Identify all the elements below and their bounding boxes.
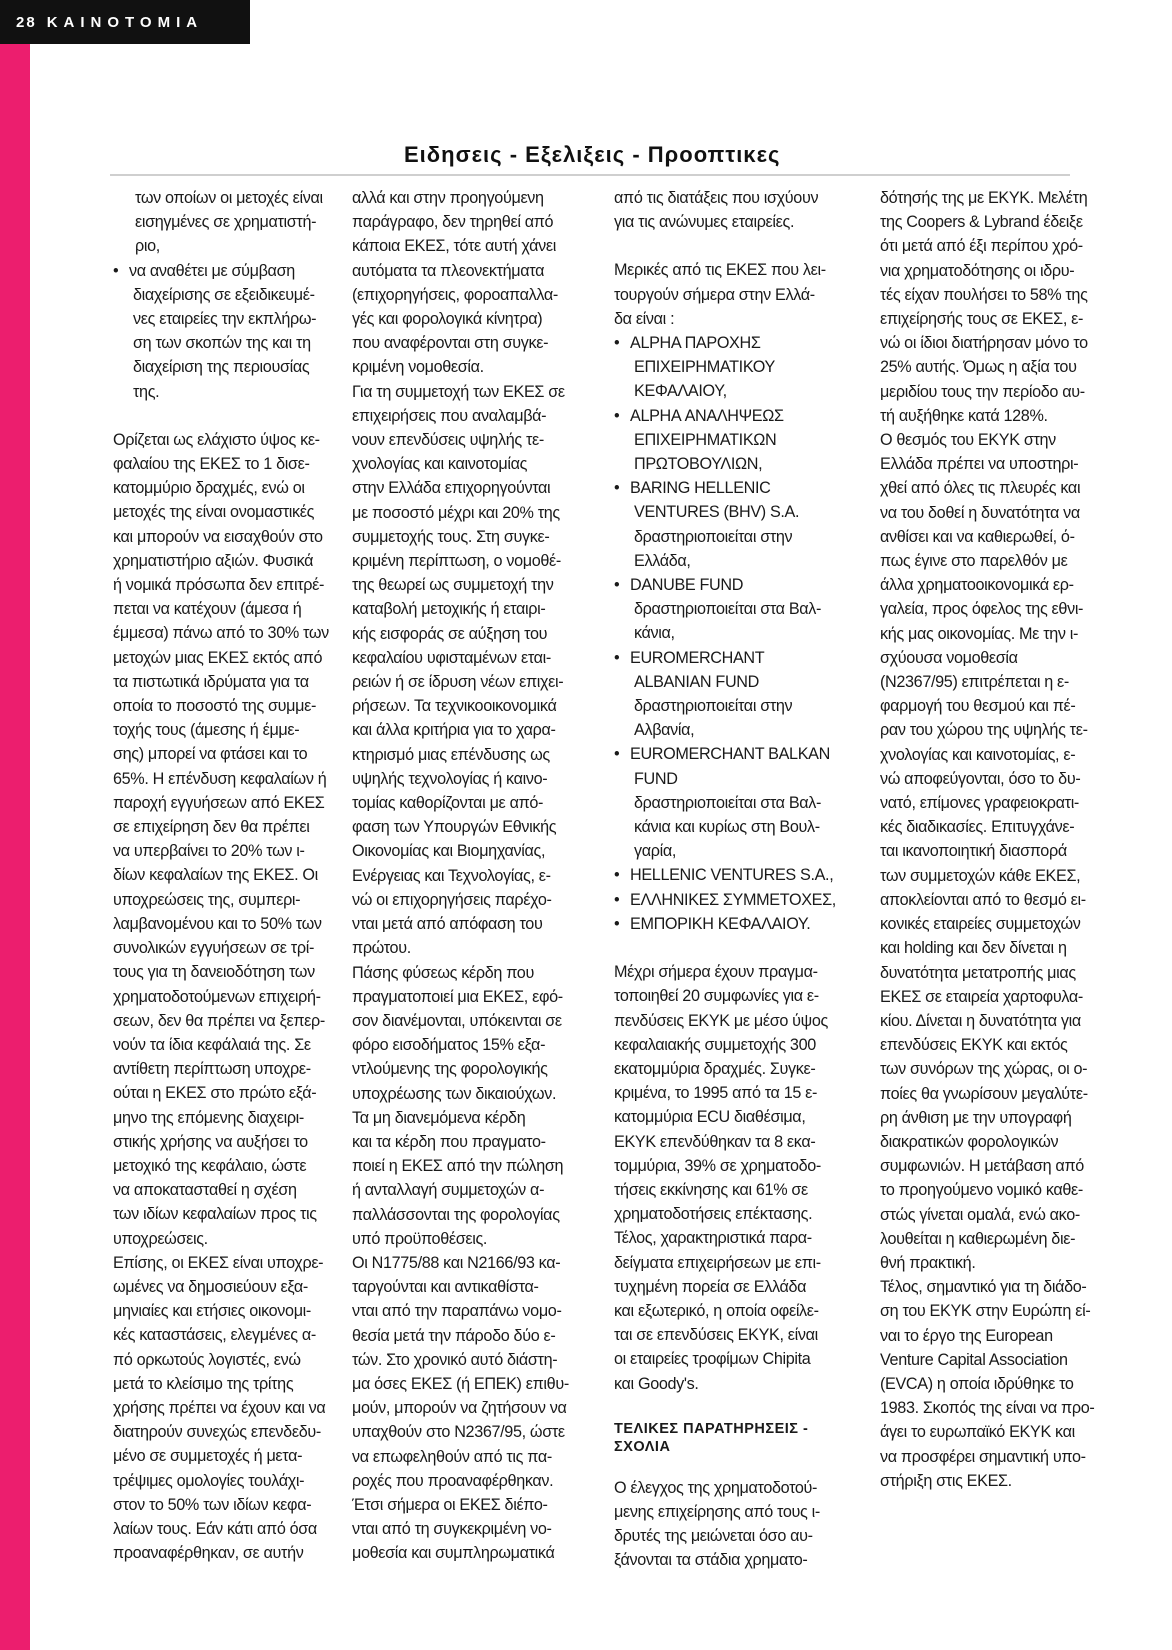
text-line: κάποια ΕΚΕΣ, τότε αυτή χάνει	[352, 237, 556, 256]
text-line: ή νομικά πρόσωπα δεν επιτρέ-	[113, 576, 325, 595]
text-line: μένο σε συμμετοχές ή μετα-	[113, 1447, 303, 1466]
text-line: μετά το κλείσιμο της τρίτης	[113, 1374, 294, 1393]
bullet-text: να αναθέτει με σύμβαση	[129, 261, 295, 280]
text-line: κριμένη περίπτωση, ο νομοθέ-	[352, 552, 561, 571]
list-item	[614, 742, 856, 863]
text-line: να υπερβαίνει το 20% των ι-	[113, 842, 305, 861]
text-line: σε επιχείρηση δεν θα πρέπει	[113, 818, 310, 837]
text-line: Οι Ν1775/88 και Ν2166/93 κα-	[352, 1253, 561, 1272]
col1-bullet	[113, 259, 325, 404]
text-line: ση του ΕΚΥΚ στην Ευρώπη εί-	[880, 1302, 1091, 1321]
text-line: των συμμετοχών κάθε ΕΚΕΣ,	[880, 866, 1081, 885]
text-line: υπό προϋποθέσεις.	[352, 1229, 488, 1248]
text-line: να του δοθεί η δυνατότητα να	[880, 503, 1080, 522]
list-item	[614, 404, 856, 477]
text-line: οι εταιρείες τροφίμων Chipita	[614, 1350, 811, 1369]
text-line: διακρατικών φορολογικών	[880, 1132, 1059, 1151]
text-line: επιχείρησής τους σε ΕΚΕΣ, ε-	[880, 310, 1084, 329]
text-line: ποίες θα γνωρίσουν μεγαλύτε-	[880, 1084, 1088, 1103]
text-line: στήριξη στις ΕΚΕΣ.	[880, 1471, 1012, 1490]
text-line: τών. Στο χρονικό αυτό διάστη-	[352, 1350, 558, 1369]
text-line: ται σε επενδύσεις ΕΚΥΚ, είναι	[614, 1326, 818, 1345]
text-line: νται από την παραπάνω νομο-	[352, 1302, 562, 1321]
text-line: Τέλος, σημαντικό για τη διάδο-	[880, 1278, 1087, 1297]
text-line: αυτόματα τα πλεονεκτήματα	[352, 261, 545, 280]
text-line: Πάσης φύσεως κέρδη που	[352, 963, 534, 982]
text-line: υποχρεώσεις της, συμπερι-	[113, 890, 301, 909]
page-header	[0, 0, 250, 44]
text-line: συμμετοχής τους. Στη συγκε-	[352, 527, 550, 546]
text-line: ότι μετά από έξι περίπου χρό-	[880, 237, 1083, 256]
text-line: κές διαδικασίες. Επιτυγχάνε-	[880, 818, 1075, 837]
list-item	[614, 573, 856, 646]
text-line: μετοχών μιας ΕΚΕΣ εκτός από	[113, 648, 323, 667]
text-line: νια χρηματοδότησης οι ιδρυ-	[880, 261, 1075, 280]
text-line: χνολογίας και καινοτομίας, ε-	[880, 745, 1076, 764]
column-2	[352, 186, 588, 1566]
bullet-item-first-line	[614, 863, 856, 887]
text-line: μούν, μπορούν να ζητήσουν να	[352, 1399, 567, 1418]
text-line: κές καταστάσεις, ελεγμένες α-	[113, 1326, 316, 1345]
text-line: τυχημένη πορεία σε Ελλάδα	[614, 1277, 807, 1296]
text-line: της θεωρεί ως συμμετοχή την	[352, 576, 554, 595]
text-line: ποιεί η ΕΚΕΣ από την πώληση	[352, 1157, 564, 1176]
text-line: για τις ανώνυμες εταιρείες.	[614, 213, 795, 232]
text-line: 1983. Σκοπός της είναι να προ-	[880, 1399, 1095, 1418]
text-line: αποκλείονται από το θεσμό ει-	[880, 890, 1086, 909]
text-line: σεων, δεν θα πρέπει να ξεπερ-	[113, 1011, 325, 1030]
text-line: καταβολή μετοχικής ή εταιρι-	[352, 600, 546, 619]
text-line: των ιδίων κεφαλαίων προς τις	[113, 1205, 317, 1224]
text-line: στην Ελλάδα επιχορηγούνται	[352, 479, 551, 498]
text-line: και τα κέρδη που πραγματο-	[352, 1132, 546, 1151]
text-line: κεφαλαίου υφισταμένων εται-	[352, 648, 551, 667]
title-rule	[110, 174, 1070, 176]
text-line: δρυτές της μειώνεται όσο αυ-	[614, 1527, 813, 1546]
text-line: και μπορούν να εισαχθούν στο	[113, 527, 323, 546]
text-line: διατηρούν συνεχώς επενδεδυ-	[113, 1423, 321, 1442]
bullet-item-line: VENTURES (BHV) S.A.	[634, 503, 800, 522]
text-line: αντίθετη περίπτωση υποχρε-	[113, 1060, 311, 1079]
text-line: φόρο εισοδήματος 15% εξα-	[352, 1036, 546, 1055]
text-line: Μερικές από τις ΕΚΕΣ που λει-	[614, 261, 826, 280]
text-line: νούν τα ίδια κεφάλαιά της. Σε	[113, 1035, 311, 1054]
text-line: τοχής τους (άμεσης ή έμμε-	[113, 721, 300, 740]
text-line: ΤΕΛΙΚΕΣ ΠΑΡΑΤΗΡΗΣΕΙΣ -	[614, 1420, 809, 1437]
text-line: χθεί από όλες τις πλευρές και	[880, 479, 1081, 498]
text-line: γές και φορολογικά κίνητρα)	[352, 310, 543, 329]
bullet-item-first-line	[614, 573, 856, 597]
text-line: τομμύρια, 39% σε χρηματοδο-	[614, 1156, 821, 1175]
col3-para-3	[614, 960, 856, 1396]
bullet-item-line: δραστηριοποιείται στην	[634, 697, 793, 716]
list-item	[614, 646, 856, 743]
text-line: ωμένες να δημοσιεύουν εξα-	[113, 1277, 308, 1296]
bullet-item-line: της.	[133, 382, 160, 401]
text-line: ΣΧΟΛΙΑ	[614, 1438, 671, 1455]
col4-para-2	[880, 428, 1118, 1275]
text-line: χρηματοδοτήσεις επέκτασης.	[614, 1205, 813, 1224]
text-line: τήσεις εκκίνησης και 61% σε	[614, 1180, 808, 1199]
bullet-item-line: δραστηριοποιείται στα Βαλ-	[634, 793, 822, 812]
text-line: (EVCA) η οποία ιδρύθηκε το	[880, 1374, 1074, 1393]
col1-para-2	[113, 428, 329, 1251]
bullet-item-first-line	[614, 888, 856, 912]
col4-para-1	[880, 186, 1118, 428]
bullet-item-line: κάνια,	[634, 624, 675, 643]
text-line: γαλεία, προς όφελος της εθνι-	[880, 600, 1084, 619]
bullet-icon: •	[614, 576, 620, 595]
bullet-item-line: Αλβανία,	[634, 721, 695, 740]
text-line: δίων κεφαλαίων της ΕΚΕΣ. Οι	[113, 866, 318, 885]
bullet-item-line: Ελλάδα,	[634, 551, 691, 570]
bullet-item-line: ση των σκοπών της και τη	[133, 334, 311, 353]
text-line: ξάνονται τα στάδια χρηματο-	[614, 1551, 808, 1570]
text-line: ΕΚΕΣ σε εταιρεία χαρτοφυλα-	[880, 987, 1083, 1006]
column-3	[614, 186, 856, 1573]
text-line: σχύουσα νομοθεσία	[880, 648, 1018, 667]
text-line: νώ οι επιχορηγήσεις παρέχο-	[352, 890, 552, 909]
text-line: Επίσης, οι ΕΚΕΣ είναι υποχρε-	[113, 1253, 324, 1272]
text-line: πεται να κατέχουν (άμεσα ή	[113, 600, 302, 619]
text-line: νουν επενδύσεις υψηλής τε-	[352, 431, 544, 450]
text-line: Τέλος, χαρακτηριστικά παρα-	[614, 1229, 812, 1248]
text-line: σης) μπορεί να φτάσει και το	[113, 745, 308, 764]
text-line: πενδύσεις ΕΚΥΚ με μέσο ύψος	[614, 1011, 828, 1030]
text-line: κίου. Δίνεται η δυνατότητα για	[880, 1011, 1081, 1030]
text-line: κτηρισμό μιας επένδυσης ως	[352, 745, 550, 764]
text-line: (επιχορηγήσεις, φοροαπαλλα-	[352, 285, 558, 304]
text-line: νται από τη συγκεκριμένη νο-	[352, 1520, 552, 1539]
list-item	[614, 912, 856, 936]
text-line: στώς γίνεται ομαλά, ενώ ακο-	[880, 1205, 1080, 1224]
bullet-item-line: δραστηριοποιείται στην	[634, 527, 793, 546]
bullet-text: ΕΛΛΗΝΙΚΕΣ ΣΥΜΜΕΤΟΧΕΣ,	[630, 890, 836, 909]
text-line: Οικονομίας και Βιομηχανίας,	[352, 842, 546, 861]
col2-para-3	[352, 961, 588, 1251]
text-line: μενης επιχείρησης από τους ι-	[614, 1502, 820, 1521]
text-line: μεριδίου τους την περίοδο αυ-	[880, 382, 1085, 401]
text-line: λαμβανομένου και το 50% των	[113, 914, 322, 933]
col4-para-3	[880, 1275, 1118, 1493]
text-line: μηνο της επόμενης διαχειρι-	[113, 1108, 304, 1127]
bullet-icon: •	[614, 890, 620, 909]
text-line: πραγματοποιεί μια ΕΚΕΣ, εφό-	[352, 987, 563, 1006]
text-line: συνολικών εγγυήσεων σε τρί-	[113, 939, 314, 958]
text-line: (Ν2367/95) επιτρέπεται η ε-	[880, 673, 1069, 692]
bullet-item-first-line	[614, 476, 856, 500]
text-line: πό ορκωτούς λογιστές, ενώ	[113, 1350, 301, 1369]
text-line: φαρμογή του θεσμού και πέ-	[880, 697, 1076, 716]
bullet-item-line: νες εταιρείες την εκπλήρω-	[133, 310, 317, 329]
bullet-item-line: ALBANIAN FUND	[634, 672, 759, 691]
bullet-icon: •	[113, 261, 119, 280]
text-line: άλλα χρηματοοικονομικά ερ-	[880, 576, 1074, 595]
col3-para-2	[614, 258, 856, 331]
text-line: υποχρέωσης των δικαιούχων.	[352, 1084, 557, 1103]
text-line: Τα μη διανεμόμενα κέρδη	[352, 1108, 526, 1127]
text-line: λαίων τους. Εάν κάτι από όσα	[113, 1519, 317, 1538]
text-line: κής εισφοράς σε αύξηση του	[352, 624, 548, 643]
page-number: 28	[16, 13, 37, 31]
text-line: δείγματα επιχειρήσεων με επι-	[614, 1253, 821, 1272]
text-line: λουθείται η καθιερωμένη διε-	[880, 1229, 1076, 1248]
text-line: στον το 50% των ιδίων κεφα-	[113, 1495, 312, 1514]
text-line: ροχές που προαναφέρθηκαν.	[352, 1471, 554, 1490]
text-line: με ποσοστό μέχρι και 20% της	[352, 503, 560, 522]
bullet-item-first-line	[614, 742, 856, 766]
bullet-text: EUROMERCHANT	[630, 648, 765, 667]
text-line: 65%. Η επένδυση κεφαλαίων ή	[113, 769, 327, 788]
text-line: υποχρεώσεις.	[113, 1229, 208, 1248]
text-line: 25% αυτής. Όμως η αξία του	[880, 358, 1077, 377]
text-line: σον διανέμονται, υπόκεινται σε	[352, 1011, 562, 1030]
text-line: των συνόρων της χώρας, οι ο-	[880, 1060, 1088, 1079]
text-line: της Coopers & Lybrand έδειξε	[880, 213, 1083, 232]
bullet-item-line: ΕΠΙΧΕΙΡΗΜΑΤΙΚΟΥ	[634, 358, 775, 377]
text-line: ρη άνθιση με την υπογραφή	[880, 1108, 1072, 1127]
bullet-text: HELLENIC VENTURES S.A.,	[630, 866, 834, 885]
col2-para-4	[352, 1251, 588, 1566]
text-line: ραν του χώρου της υψηλής τε-	[880, 721, 1088, 740]
text-line: και άλλα κριτήρια για το χαρα-	[352, 721, 556, 740]
bullet-item-line: διαχείριση της περιουσίας	[133, 358, 310, 377]
text-line: τομίας καθορίζονται με από-	[352, 794, 544, 813]
text-line: άγει το ευρωπαϊκό ΕΚΥΚ και	[880, 1423, 1075, 1442]
text-line: Ελλάδα πρέπει να υποστηρι-	[880, 455, 1079, 474]
text-line: κριμένη νομοθεσία.	[352, 358, 484, 377]
bullet-text: DANUBE FUND	[630, 576, 744, 595]
text-line: των οποίων οι μετοχές είναι	[135, 189, 323, 207]
text-line: τρέψιμες ομολογίες τουλάχι-	[113, 1471, 305, 1490]
text-line: κατομμύρια ECU διαθέσιμα,	[614, 1108, 806, 1127]
bullet-item-line: γαρία,	[634, 842, 677, 861]
text-line: ΕΚΥΚ επενδύθηκαν τα 8 εκα-	[614, 1132, 816, 1151]
bullet-item-line: ΚΕΦΑΛΑΙΟΥ,	[634, 382, 727, 401]
text-line: πως έγινε στο παρελθόν με	[880, 552, 1068, 571]
text-line: Ορίζεται ως ελάχιστο ύψος κε-	[113, 430, 320, 449]
text-line: ρήσεων. Τα τεχνικοοικονομικά	[352, 697, 557, 716]
text-line: θεσία μετά την πάροδο δύο ε-	[352, 1326, 556, 1345]
bullet-item-line: ΠΡΩΤΟΒΟΥΛΙΩΝ,	[634, 455, 763, 474]
bullet-item-first-line	[614, 646, 856, 670]
col1-para-3	[113, 1251, 325, 1566]
text-line: ντλούμενης της φορολογικής	[352, 1060, 548, 1079]
text-line: νώ οι ίδιοι διατήρησαν μόνο το	[880, 334, 1088, 353]
text-line: ούται η ΕΚΕΣ στο πρώτο εξά-	[113, 1084, 317, 1103]
text-line: μετοχές της είναι ονομαστικές	[113, 503, 315, 522]
bullet-item-line: κάνια και κυρίως στη Βουλ-	[634, 818, 820, 837]
text-line: υψηλής τεχνολογίας ή καινο-	[352, 769, 548, 788]
text-line: τές είχαν πουλήσει το 58% της	[880, 285, 1088, 304]
text-line: ται ικανοποιητική διασπορά	[880, 842, 1067, 861]
text-line: αλλά και στην προηγούμενη	[352, 189, 544, 207]
bullet-text: ALPHA ΑΝΑΛΗΨΕΩΣ	[630, 406, 784, 425]
text-line: μετοχικό της κεφάλαιο, ώστε	[113, 1156, 307, 1175]
bullet-item-line: FUND	[634, 769, 678, 788]
text-line: επενδύσεις ΕΚΥΚ και εκτός	[880, 1036, 1068, 1055]
text-line: και Goody's.	[614, 1374, 699, 1393]
bullet-item-line: ΕΠΙΧΕΙΡΗΜΑΤΙΚΩΝ	[634, 430, 777, 449]
text-line: να επωφεληθούν από τις πα-	[352, 1447, 552, 1466]
pink-margin-bar	[0, 0, 30, 1650]
text-line: ή ανταλλαγή συμμετοχών α-	[352, 1181, 545, 1200]
col3-para-1	[614, 186, 856, 234]
text-line: στικής χρήσης να αυξήσει το	[113, 1132, 308, 1151]
text-line: εισηγμένες σε χρηματιστή-	[135, 213, 317, 232]
col3-bullet-list	[614, 331, 856, 936]
text-line: συμφωνιών. Η μετάβαση από	[880, 1157, 1084, 1176]
text-line: από τις διατάξεις που ισχύουν	[614, 189, 819, 207]
text-line: επιχειρήσεις που αναλαμβά-	[352, 406, 547, 425]
text-line: ανθίσει και να καθιερωθεί, ό-	[880, 527, 1075, 546]
text-line: δυνατότητα μετατροπής μιας	[880, 963, 1076, 982]
bullet-item-line: διαχείρισης σε εξειδικευμέ-	[133, 285, 315, 304]
text-line: τή αυξήθηκε κατά 128%.	[880, 406, 1048, 425]
bullet-icon: •	[614, 914, 620, 933]
text-line: φαλαίου της ΕΚΕΣ το 1 δισε-	[113, 455, 310, 474]
column-1	[113, 186, 329, 1565]
text-line: φαση των Υπουργών Εθνικής	[352, 818, 557, 837]
text-line: κατομμύριο δραχμές, ενώ οι	[113, 479, 305, 498]
text-line: Έτσι σήμερα οι ΕΚΕΣ διέπο-	[352, 1495, 548, 1514]
bullet-item-line: δραστηριοποιείται στα Βαλ-	[634, 600, 822, 619]
text-line: ναι το έργο της European	[880, 1326, 1053, 1345]
bullet-item-first-line	[113, 259, 325, 283]
text-line: έμμεσα) πάνω από το 30% των	[113, 624, 329, 643]
bullet-item-first-line	[614, 331, 856, 355]
text-line: Για τη συμμετοχή των ΕΚΕΣ σε	[352, 382, 565, 401]
text-line: κριμένα, το 1995 από τα 15 ε-	[614, 1084, 818, 1103]
text-line: χρηματοδοτούμενων επιχειρή-	[113, 987, 321, 1006]
text-line: και εξωτερικό, η οποία οφείλε-	[614, 1301, 819, 1320]
text-line: μα όσες ΕΚΕΣ (ή ΕΠΕΚ) επιθυ-	[352, 1374, 569, 1393]
list-item	[614, 863, 856, 887]
text-line: τα πιστωτικά ιδρύματα για τα	[113, 672, 309, 691]
text-line: κονικές εταιρείες συμμετοχών	[880, 915, 1081, 934]
bullet-icon: •	[614, 334, 620, 353]
col2-para-2	[352, 380, 588, 961]
bullet-item-first-line	[614, 912, 856, 936]
bullet-text: ALPHA ΠΑΡΟΧΗΣ	[630, 334, 761, 353]
text-line: τουργούν σήμερα στην Ελλά-	[614, 285, 815, 304]
column-4	[880, 186, 1118, 1493]
text-line: το προηγούμενο νομικό καθε-	[880, 1181, 1083, 1200]
text-line: τους για τη δανειοδότηση των	[113, 963, 315, 982]
text-line: χρήσης πρέπει να έχουν και να	[113, 1398, 326, 1417]
bullet-icon: •	[614, 866, 620, 885]
col2-para-1	[352, 186, 588, 380]
text-line: χρηματιστήριο αξιών. Φυσικά	[113, 551, 314, 570]
text-line: ταργούνται και αντικαθίστα-	[352, 1278, 539, 1297]
text-line: προαναφέρθηκαν, σε αυτήν	[113, 1544, 304, 1563]
text-line: χνολογίας και καινοτομίας	[352, 455, 528, 474]
text-line: θνή πρακτική.	[880, 1253, 976, 1272]
text-line: που αναφέρονται στη συγκε-	[352, 334, 549, 353]
text-line: πρώτου.	[352, 939, 411, 958]
text-line: ριο,	[135, 237, 160, 256]
bullet-item-first-line	[614, 404, 856, 428]
bullet-icon: •	[614, 745, 620, 764]
text-line: παράγραφο, δεν τηρηθεί από	[352, 213, 554, 232]
text-line: κεφαλαιακής συμμετοχής 300	[614, 1035, 816, 1054]
text-line: κής μας οικονομίας. Με την ι-	[880, 624, 1079, 643]
col1-para-1	[113, 186, 325, 259]
text-line: Ο έλεγχος της χρηματοδοτού-	[614, 1478, 818, 1497]
text-line: νώ αποφεύγονται, όσο το δυ-	[880, 769, 1081, 788]
text-line: μοθεσία και συμπληρωματικά	[352, 1544, 555, 1563]
text-line: να προσφέρει σημαντική υπο-	[880, 1447, 1086, 1466]
bullet-icon: •	[614, 406, 620, 425]
list-item	[614, 331, 856, 404]
text-line: υπαχθούν στο Ν2367/95, ώστε	[352, 1423, 565, 1442]
list-item	[614, 888, 856, 912]
text-line: δα είναι :	[614, 309, 675, 328]
text-line: Venture Capital Association	[880, 1350, 1068, 1369]
col3-para-4	[614, 1476, 856, 1573]
bullet-icon: •	[614, 648, 620, 667]
text-line: μηνιαίες και ετήσιες οικονομι-	[113, 1302, 311, 1321]
text-line: Ο θεσμός του ΕΚΥΚ στην	[880, 431, 1056, 450]
text-line: παροχή εγγυήσεων από ΕΚΕΣ	[113, 793, 325, 812]
text-line: δότησής της με ΕΚΥΚ. Μελέτη	[880, 189, 1088, 207]
list-item	[614, 476, 856, 573]
text-line: νατό, επίμονες γραφειοκρατι-	[880, 794, 1079, 813]
text-line: εκατομμύρια δραχμές. Συγκε-	[614, 1059, 816, 1078]
col3-subheading	[614, 1420, 856, 1456]
text-line: ρειών ή σε ίδρυση νέων επιχει-	[352, 673, 564, 692]
bullet-icon: •	[614, 479, 620, 498]
text-line: οποία το ποσοστό της συμμε-	[113, 697, 317, 716]
section-title: Ειδησεις - Εξελιξεις - Προοπτικες	[404, 142, 781, 167]
text-line: Ενέργειας και Τεχνολογίας, ε-	[352, 866, 551, 885]
magazine-name: ΚΑΙΝΟΤΟΜΙΑ	[46, 13, 204, 31]
text-line: νται μετά από απόφαση του	[352, 915, 543, 934]
text-line: και holding και δεν δίνεται η	[880, 939, 1067, 958]
bullet-text: EUROMERCHANT BALKAN	[630, 745, 830, 764]
text-line: παλλάσσονται της φορολογίας	[352, 1205, 560, 1224]
text-line: Μέχρι σήμερα έχουν πραγμα-	[614, 963, 818, 982]
text-line: τοποιηθεί 20 συμφωνίες για ε-	[614, 987, 819, 1006]
text-line: να αποκατασταθεί η σχέση	[113, 1181, 297, 1200]
bullet-text: ΕΜΠΟΡΙΚΗ ΚΕΦΑΛΑΙΟΥ.	[630, 914, 811, 933]
bullet-text: BARING HELLENIC	[630, 479, 771, 498]
